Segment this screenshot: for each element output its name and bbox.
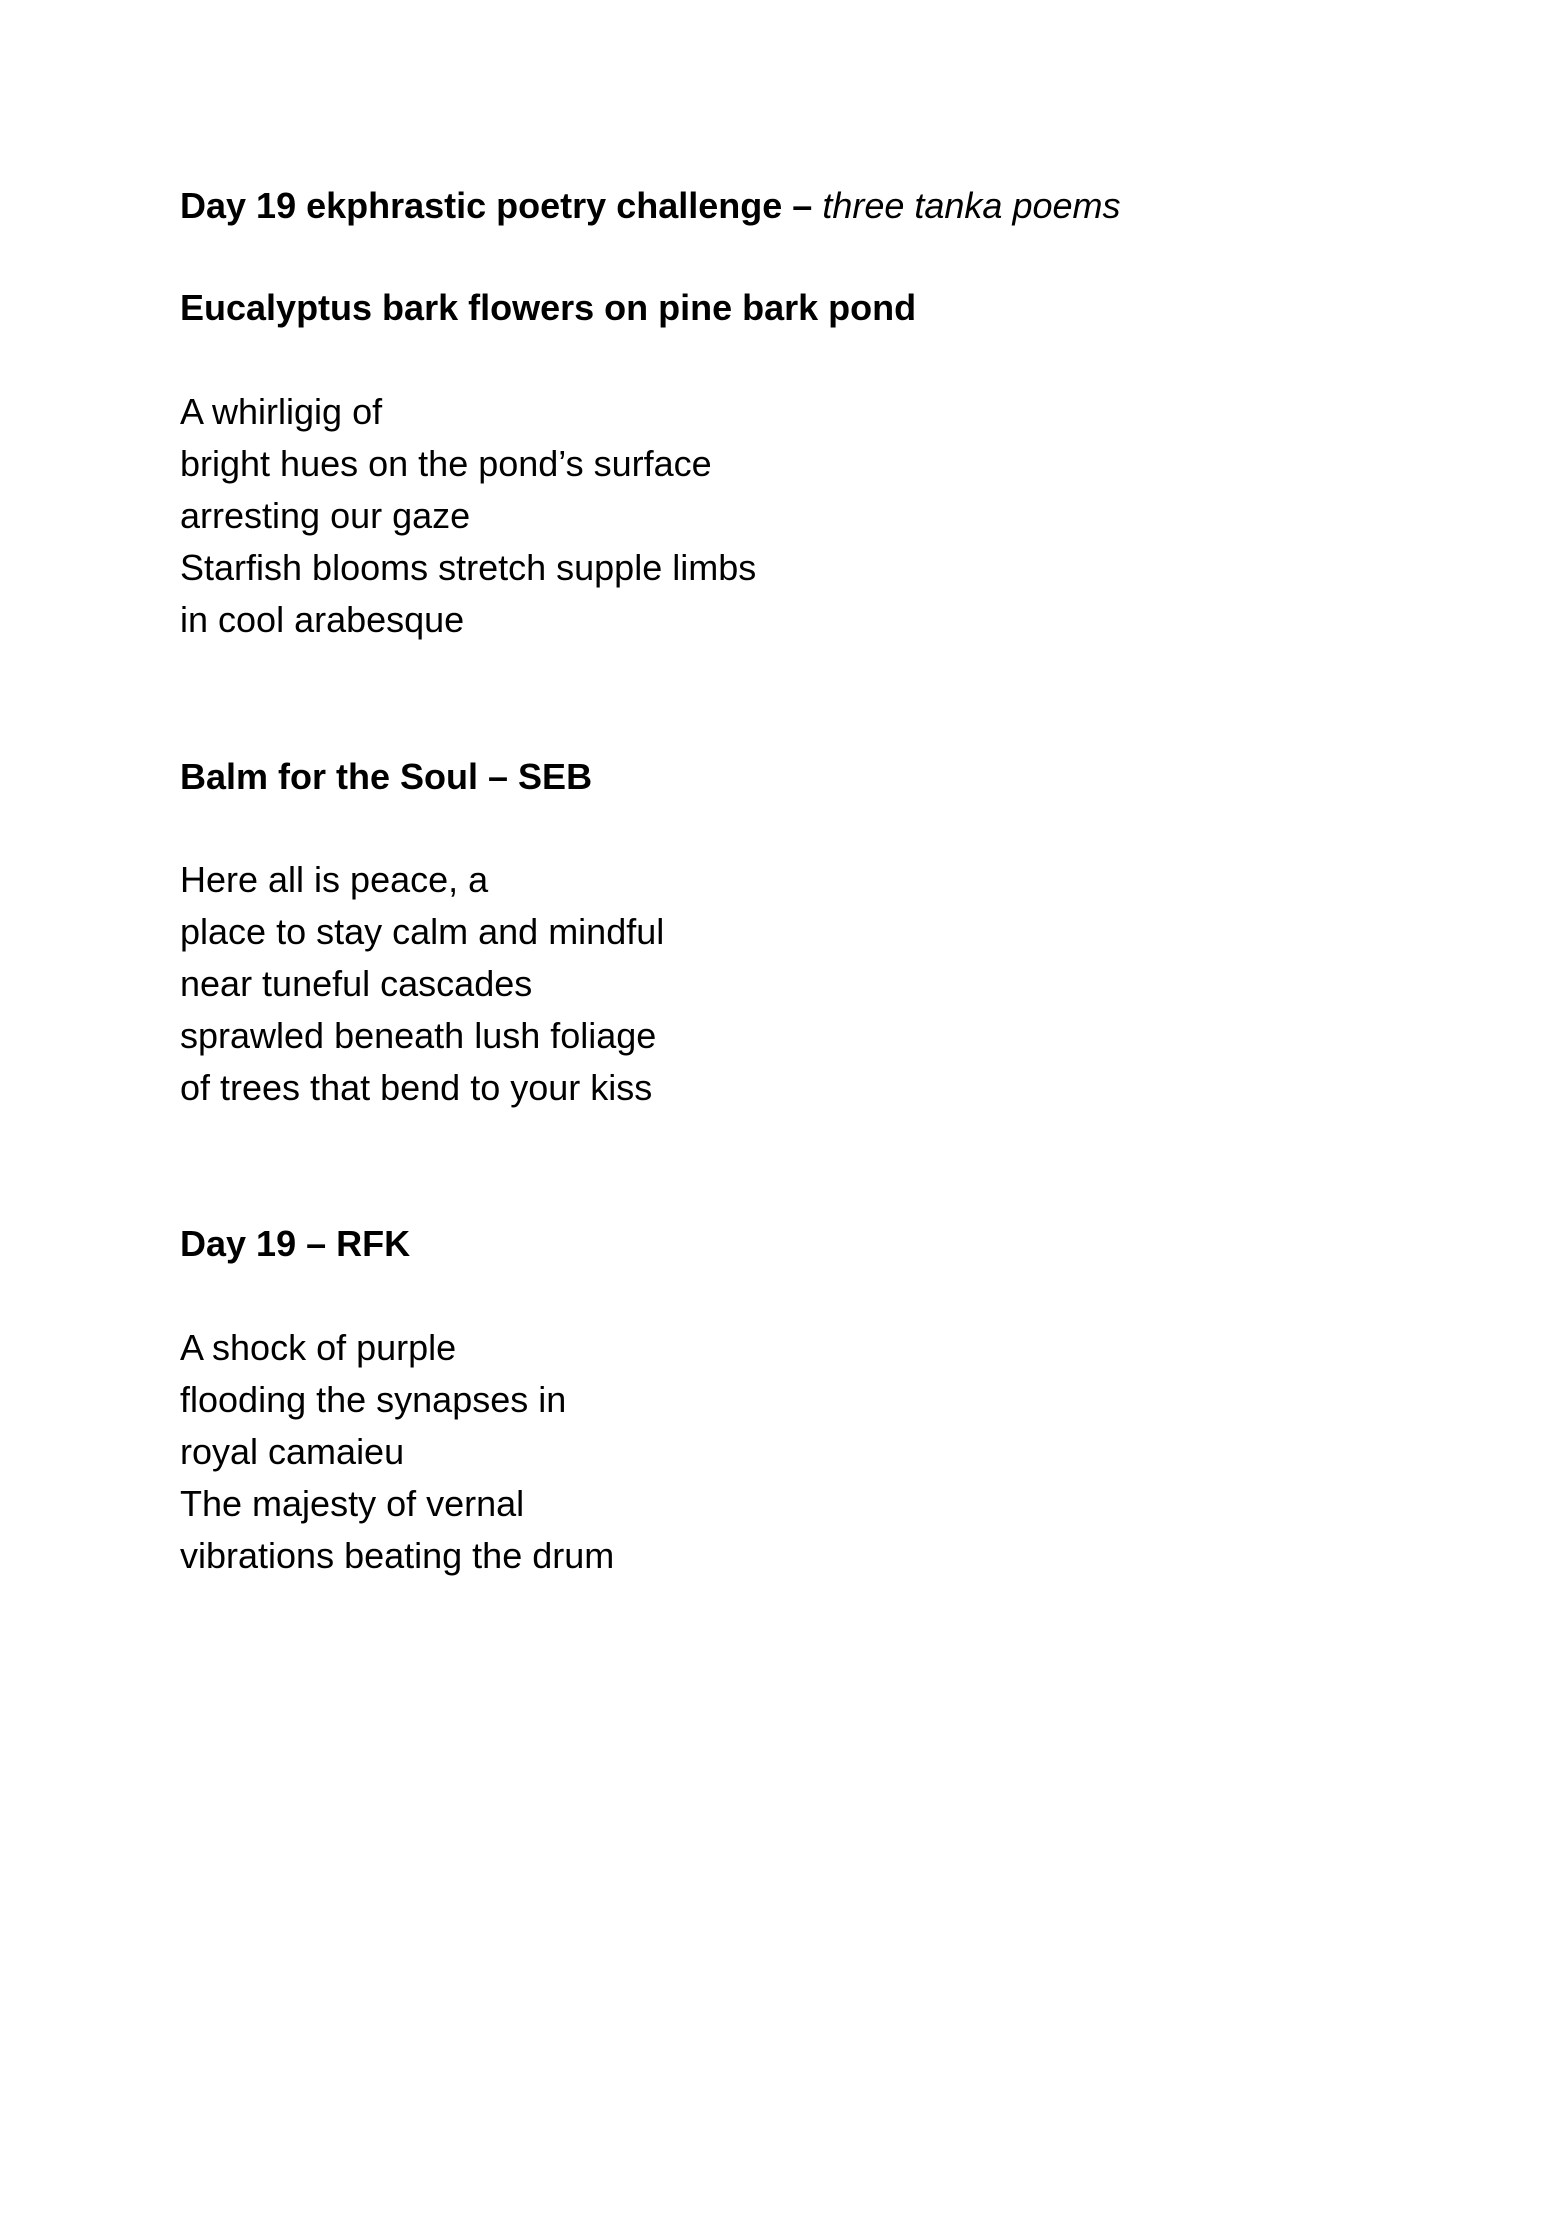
poem-line: in cool arabesque [180, 599, 465, 640]
poem-line: of trees that bend to your kiss [180, 1067, 653, 1108]
document-title-italic: three tanka poems [822, 185, 1121, 226]
poem-line: A whirligig of [180, 391, 383, 432]
document-title-bold: Day 19 ekphrastic poetry challenge – [180, 185, 813, 226]
poem-title: Balm for the Soul – SEB [180, 756, 593, 797]
poem-line: arresting our gaze [180, 495, 471, 536]
poem-line: The majesty of vernal [180, 1483, 525, 1524]
poem-line: bright hues on the pond’s surface [180, 443, 712, 484]
poem-line: near tuneful cascades [180, 963, 533, 1004]
poem-body [180, 854, 664, 1114]
poem-line: sprawled beneath lush foliage [180, 1015, 657, 1056]
document-title [180, 180, 1121, 232]
poem-line: A shock of purple [180, 1327, 457, 1368]
poem-title: Day 19 – RFK [180, 1223, 411, 1264]
poem-line: Starfish blooms stretch supple limbs [180, 547, 757, 588]
poem-line: Here all is peace, a [180, 859, 489, 900]
poem-line: flooding the synapses in [180, 1379, 567, 1420]
poem-line: royal camaieu [180, 1431, 405, 1472]
poem-line: place to stay calm and mindful [180, 911, 665, 952]
poem-line: vibrations beating the drum [180, 1535, 615, 1576]
poem-title: Eucalyptus bark flowers on pine bark pond [180, 287, 917, 328]
poem-body [180, 1322, 614, 1582]
poem-body [180, 386, 756, 646]
